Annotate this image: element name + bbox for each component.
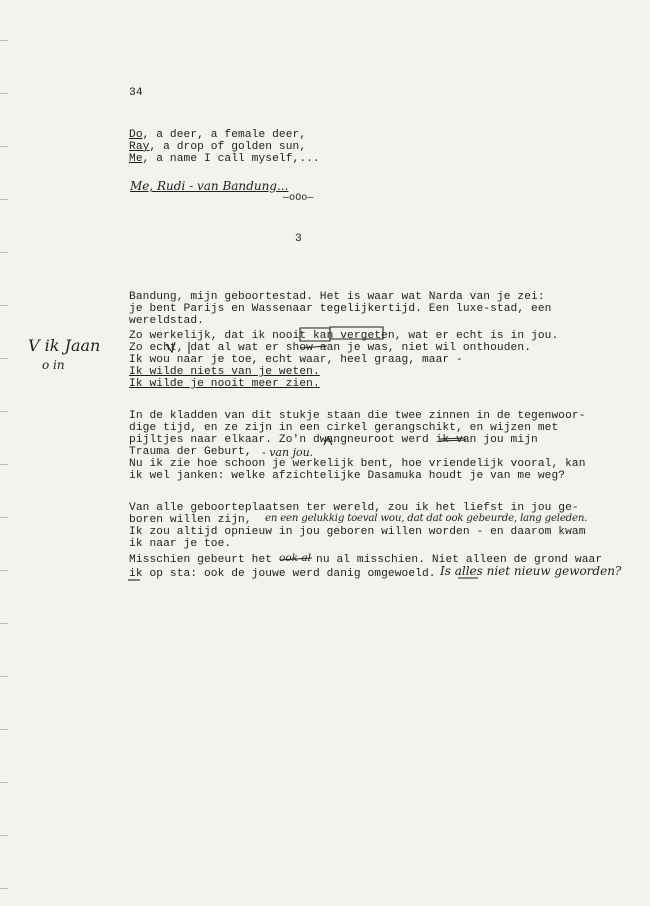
caret-mark	[166, 342, 175, 352]
text-line: Ik zou altijd opnieuw in jou geboren willen worden - en daarom kwam	[129, 526, 586, 538]
strike-mark	[440, 438, 465, 439]
strike-mark	[280, 558, 312, 560]
text-line: boren willen zijn,	[129, 514, 252, 526]
text-line: ik op sta: ook de jouwe werd danig omgewoeld.	[129, 568, 436, 580]
handwritten-insertion: en een gelukkig toeval wou, dat dat ook gebeurde, lang geleden.	[265, 513, 588, 524]
text-line: In de kladden van dit stukje staan die twee zinnen in de tegenwoor-	[129, 410, 586, 422]
text-line: nu al misschien. Niet alleen de grond waar	[316, 554, 603, 566]
text-line: Ik wilde niets van je weten.	[129, 366, 320, 378]
handwritten-insertion: ook al	[279, 552, 311, 564]
separator: —oOo—	[283, 193, 314, 204]
handwritten-insertion: Is alles niet nieuw geworden?	[440, 564, 622, 578]
margin-note-line: V ik Jaan	[28, 336, 101, 355]
text-line: Ik wilde je nooit meer zien.	[129, 378, 320, 390]
box-mark	[300, 328, 330, 341]
song-line-rest: , a deer, a female deer,	[142, 129, 307, 141]
caret-mark	[324, 437, 332, 445]
text-line: Ik wou naar je toe, echt waar, heel graag, maar -	[129, 354, 463, 366]
handwritten-song-line: Me, Rudi - van Bandung...	[130, 179, 289, 193]
text-line: je bent Parijs en Wassenaar tegelijkertijd. Een luxe-stad, een	[129, 303, 552, 315]
text-line: Trauma der Geburt,	[129, 446, 252, 458]
page-number: 34	[129, 87, 143, 99]
text-line: Zo echt, dat al wat er show aan je was, niet wil onthouden.	[129, 342, 532, 354]
text-line: dige tijd, en ze zijn in een cirkel gerangschikt, en wijzen met	[129, 422, 559, 434]
text-line: ik wel janken: welke afzichtelijke Dasamuka houdt je van me weg?	[129, 470, 566, 482]
text-line: ik naar je toe.	[129, 538, 232, 550]
song-keyword: Do	[129, 129, 143, 141]
song-line-rest: , a drop of golden sun,	[149, 141, 307, 153]
handwritten-insertion: - van jou.	[262, 446, 314, 459]
song-keyword: Ray	[129, 141, 150, 153]
text-line: wereldstad.	[129, 315, 204, 327]
text-line: Bandung, mijn geboortestad. Het is waar wat Narda van je zei:	[129, 291, 545, 303]
text-line: Zo werkelijk, dat ik nooit kan vergeten, wat er echt is in jou.	[129, 330, 559, 342]
text-line: Nu ik zie hoe schoon je werkelijk bent, hoe vriendelijk vooral, kan	[129, 458, 586, 470]
strike-mark	[300, 346, 327, 348]
song-line-rest: , a name I call myself,...	[142, 153, 320, 165]
box-mark	[330, 327, 383, 339]
text-line: Van alle geboorteplaatsen ter wereld, zou ik het liefst in jou ge-	[129, 502, 579, 514]
margin-note-line: o in	[42, 358, 65, 372]
strike-mark	[440, 440, 466, 441]
section-number: 3	[295, 233, 302, 245]
text-line: pijltjes naar elkaar. Zo'n dwangneuroot werd ik van jou mijn	[129, 434, 538, 446]
text-line: Misschien gebeurt het	[129, 554, 273, 566]
song-keyword: Me	[129, 153, 143, 165]
